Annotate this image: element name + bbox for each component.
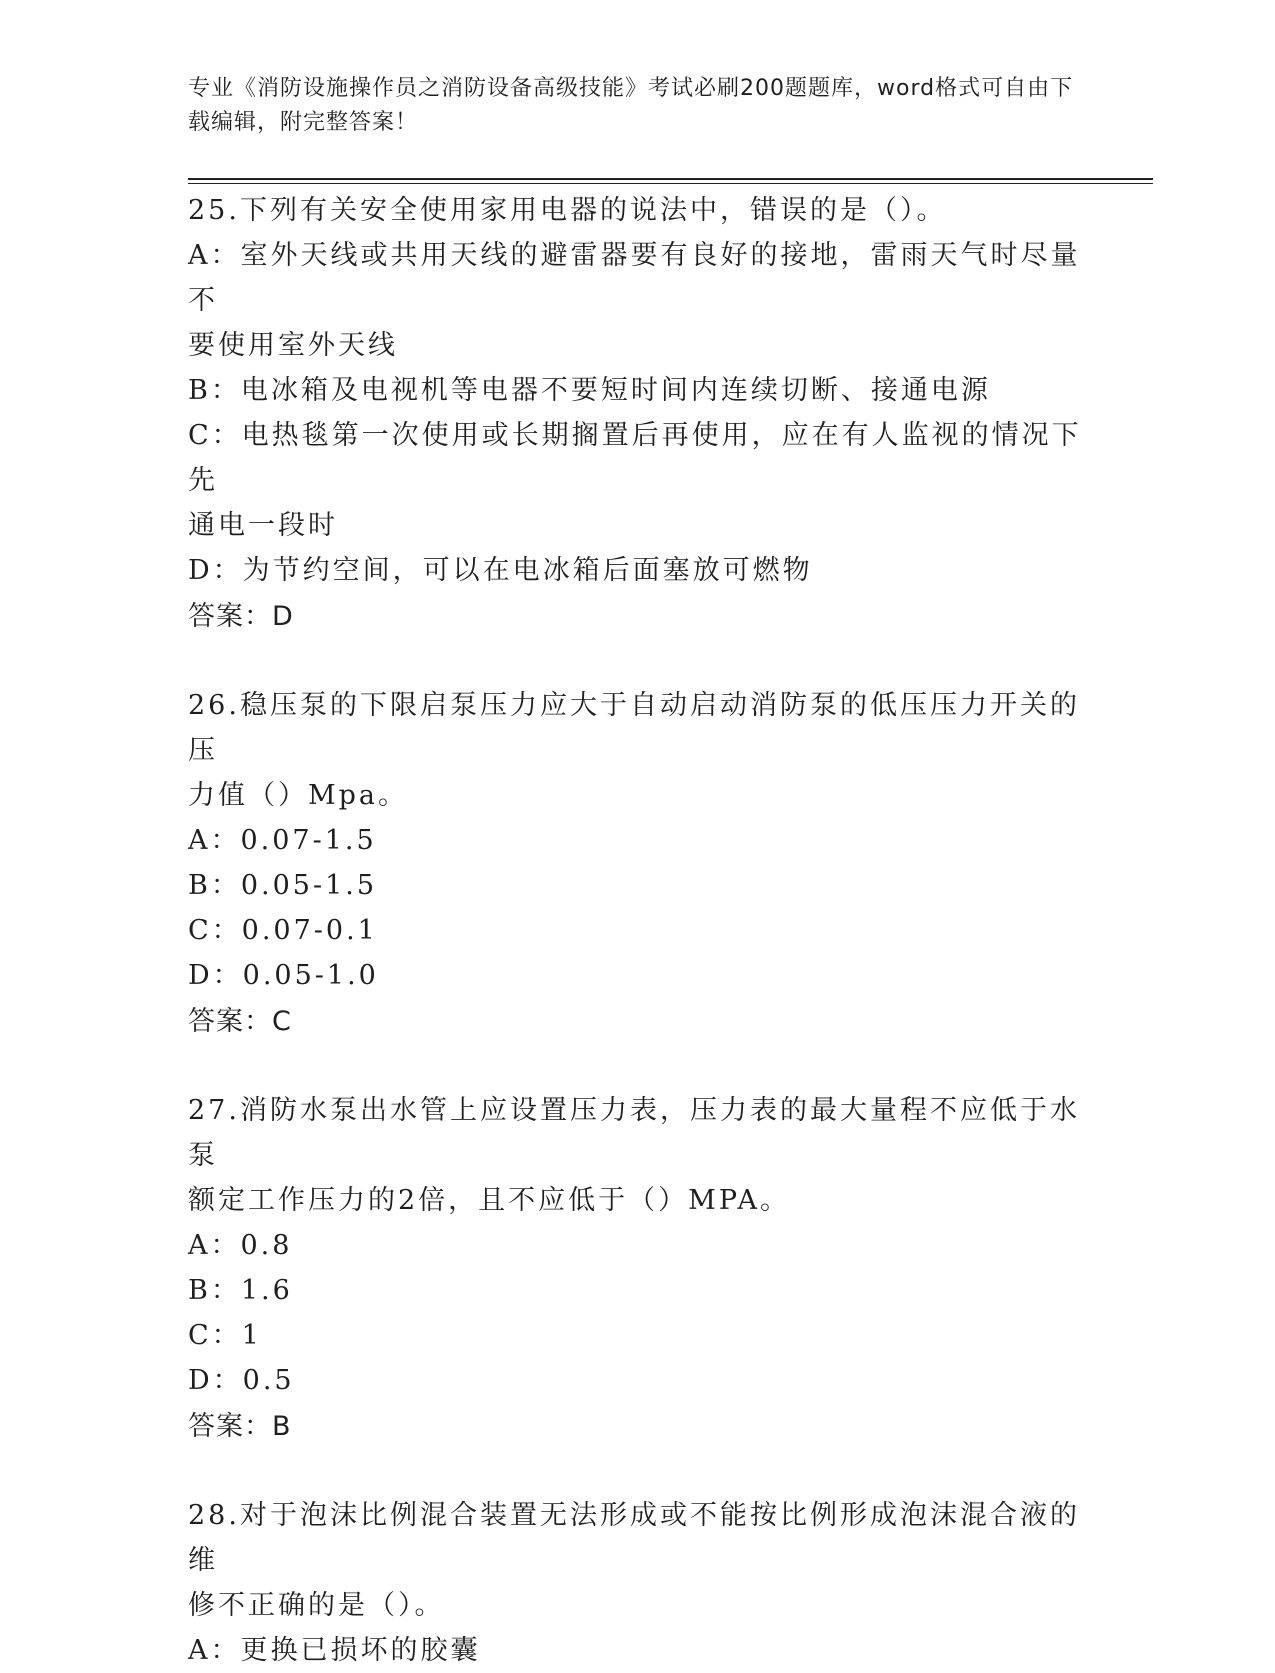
question-list (188, 188, 1088, 1673)
option-a-line: 要使用室外天线 (188, 330, 398, 361)
option-c-line: C：电热毯第一次使用或长期搁置后再使用，应在有人监视的情况下先 (188, 420, 1082, 496)
option-d-line: D：为节约空间，可以在电冰箱后面塞放可燃物 (188, 555, 813, 586)
option-c-line: 通电一段时 (188, 510, 338, 541)
option-a-line: A：室外天线或共用天线的避雷器要有良好的接地，雷雨天气时尽量不 (188, 240, 1081, 316)
document-header: 专业《消防设施操作员之消防设备高级技能》考试必刷200题题库，word格式可自由下载编辑，附完整答案！ (188, 76, 1074, 135)
option-b-line: B：电冰箱及电视机等电器不要短时间内连续切断、接通电源 (188, 375, 991, 406)
option-a-line: A：更换已损坏的胶囊 (188, 1635, 481, 1666)
question-stem-line: 28.对于泡沫比例混合装置无法形成或不能按比例形成泡沫混合液的维 (188, 1500, 1080, 1576)
question-stem-line: 额定工作压力的2倍，且不应低于（）MPA。 (188, 1185, 791, 1216)
question-25 (188, 188, 1088, 641)
question-stem-line: 25.下列有关安全使用家用电器的说法中，错误的是（）。 (188, 195, 947, 226)
option-b-line: B：0.05-1.5 (188, 870, 378, 901)
question-stem-line: 27.消防水泵出水管上应设置压力表，压力表的最大量程不应低于水泵 (188, 1095, 1080, 1171)
question-stem-line: 力值（）Mpa。 (188, 780, 409, 811)
answer-line: 答案：B (188, 1411, 292, 1442)
question-gap (188, 1046, 1088, 1088)
question-27 (188, 1088, 1088, 1451)
option-c-line: C：1 (188, 1320, 262, 1351)
header-divider (188, 178, 1153, 184)
question-gap (188, 641, 1088, 683)
question-26 (188, 683, 1088, 1046)
option-a-line: A：0.07-1.5 (188, 825, 377, 856)
answer-line: 答案：D (188, 601, 294, 632)
question-stem-line: 修不正确的是（）。 (188, 1590, 445, 1621)
option-d-line: D：0.5 (188, 1365, 295, 1396)
question-gap (188, 1451, 1088, 1493)
option-d-line: D：0.05-1.0 (188, 960, 379, 991)
question-28 (188, 1493, 1088, 1673)
question-stem-line: 26.稳压泵的下限启泵压力应大于自动启动消防泵的低压压力开关的压 (188, 690, 1080, 766)
option-b-line: B：1.6 (188, 1275, 293, 1306)
option-c-line: C：0.07-0.1 (188, 915, 378, 946)
answer-line: 答案：C (188, 1006, 292, 1037)
option-a-line: A：0.8 (188, 1230, 293, 1261)
